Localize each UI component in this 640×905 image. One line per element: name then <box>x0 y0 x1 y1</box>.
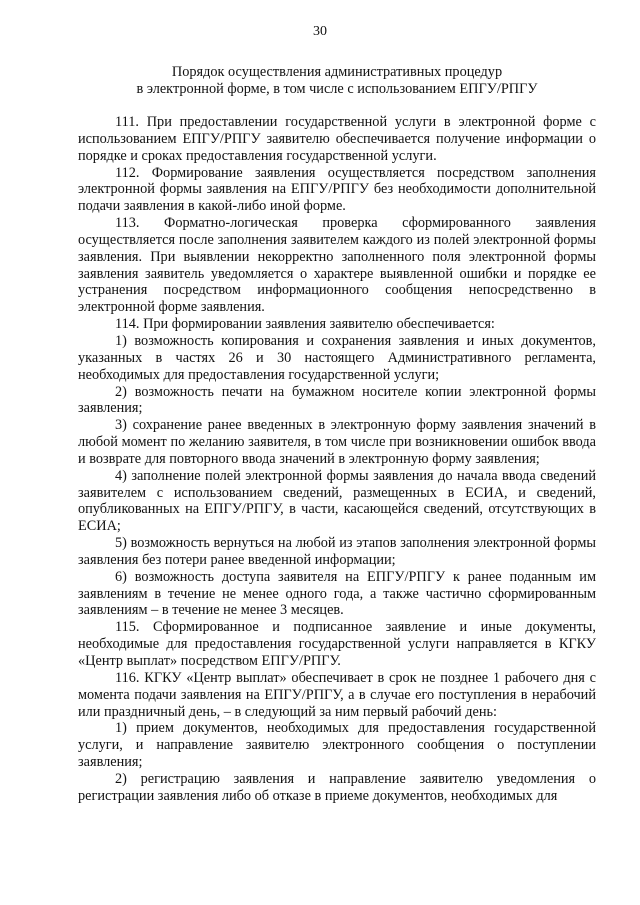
section-heading <box>78 64 596 98</box>
page-number: 30 <box>313 24 327 39</box>
list-item-114-5: 5) возможность вернуться на любой из этапов заполнения электронной формы заявления без потери ранее введенной информации; <box>78 535 596 568</box>
paragraph-115: 115. Сформированное и подписанное заявление и иные документы, необходимые для предоставления государственной услуги направляется в КГКУ «Центр выплат» посредством ЕПГУ/РПГУ. <box>78 619 596 669</box>
list-item-114-2: 2) возможность печати на бумажном носителе копии электронной формы заявления; <box>78 383 596 417</box>
list-item-114-1: 1) возможность копирования и сохранения заявления и иных документов, указанных в частях 26 и 30 настоящего Административного регламента, необходимых для предоставления государственной услуги; <box>78 332 596 383</box>
paragraph-111: 111. При предоставлении государственной услуги в электронной форме с использованием ЕПГУ/РПГУ заявителю обеспечивается получение информации о порядке и сроках предоставления государственной услуги. <box>78 114 596 164</box>
paragraph-114: 114. При формировании заявления заявителю обеспечивается: <box>115 316 495 333</box>
paragraph-112: 112. Формирование заявления осуществляется посредством заполнения электронной формы заявления на ЕПГУ/РПГУ без необходимости дополнительной подачи заявления в какой-либо иной форме. <box>78 164 596 215</box>
list-item-114-4: 4) заполнение полей электронной формы заявления до начала ввода сведений заявителем с использованием сведений, размещенных в ЕСИА, и сведений, опубликованных на ЕПГУ/РПГУ, в части, касающейся сведений, отсутствующих в ЕСИА; <box>78 467 596 535</box>
body-text <box>78 114 596 805</box>
section-heading-line: в электронной форме, в том числе с использованием ЕПГУ/РПГУ <box>136 81 538 97</box>
list-item-114-3: 3) сохранение ранее введенных в электронную форму заявления значений в любой момент по желанию заявителя, в том числе при возникновении ошибок ввода и возврате для повторного ввода значений в электронную форму заявления; <box>78 417 596 467</box>
section-heading-line: Порядок осуществления административных процедур <box>171 64 503 80</box>
paragraph-113: 113. Форматно-логическая проверка сформированного заявления осуществляется после заполнения заявителем каждого из полей электронной формы заявления. При выявлении некорректно заполненного поля электронной формы заявления заявитель уведомляется о характере выявленной ошибки и порядке ее устранения посредством информационного сообщения непосредственно в электронной форме заявления. <box>78 215 596 316</box>
list-item-114-6: 6) возможность доступа заявителя на ЕПГУ/РПГУ к ранее поданным им заявлениям в течение не менее одного года, а также частично сформированным заявлениям – в течение не менее 3 месяцев. <box>78 568 596 619</box>
list-item-116-1: 1) прием документов, необходимых для предоставления государственной услуги, и направление заявителю электронного сообщения о поступлении заявления; <box>78 720 596 771</box>
paragraph-116: 116. КГКУ «Центр выплат» обеспечивает в срок не позднее 1 рабочего дня с момента подачи заявления на ЕПГУ/РПГУ, а в случае его поступления в нерабочий или праздничный день, – в следующий за ним первый рабочий день: <box>78 669 596 720</box>
list-item-116-2: 2) регистрацию заявления и направление заявителю уведомления о регистрации заявления либо об отказе в приеме документов, необходимых для <box>78 770 596 804</box>
